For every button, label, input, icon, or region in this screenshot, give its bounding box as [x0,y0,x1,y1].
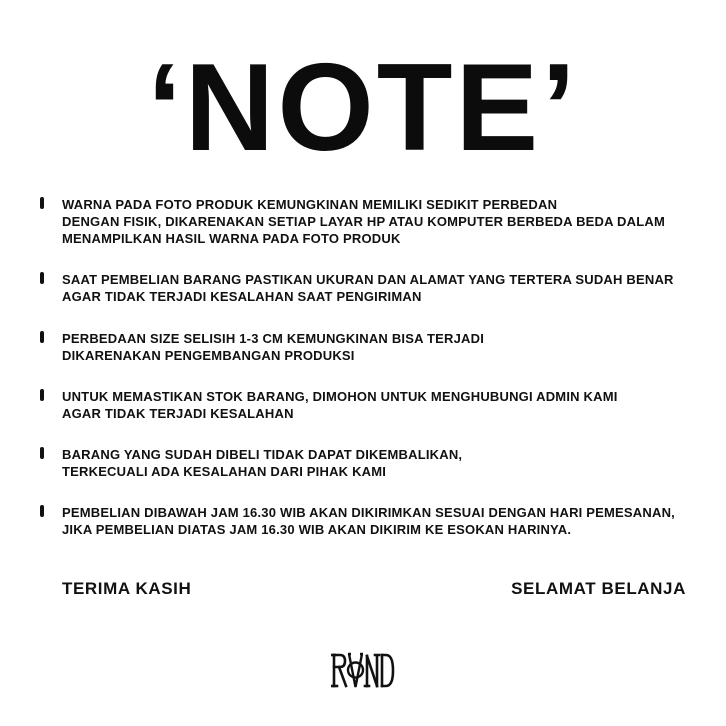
note-item [36,330,706,364]
thanks-text: TERIMA KASIH [62,579,192,598]
note-line: DIKARENAKAN PENGEMBANGAN PRODUKSI [62,348,355,363]
note-line: WARNA PADA FOTO PRODUK KEMUNGKINAN MEMILIKI SEDIKIT PERBEDAN [62,197,558,212]
note-line: UNTUK MEMASTIKAN STOK BARANG, DIMOHON UNTUK MENGHUBUNGI ADMIN KAMI [62,389,618,404]
note-item [36,504,706,538]
notes-list [36,196,706,562]
note-line: BARANG YANG SUDAH DIBELI TIDAK DAPAT DIKEMBALIKAN, [62,447,463,462]
bullet-icon [40,447,44,459]
note-line: TERKECUALI ADA KESALAHAN DARI PIHAK KAMI [62,464,387,479]
note-item [36,446,706,480]
brand-logo-icon [331,650,395,690]
bullet-icon [40,505,44,517]
note-line: JIKA PEMBELIAN DIATAS JAM 16.30 WIB AKAN DIKIRIM KE ESOKAN HARINYA. [62,522,572,537]
happy-shopping-text: SELAMAT BELANJA [511,579,686,598]
bullet-icon [40,331,44,343]
bullet-icon [40,197,44,209]
note-line: SAAT PEMBELIAN BARANG PASTIKAN UKURAN DAN ALAMAT YANG TERTERA SUDAH BENAR [62,272,674,287]
note-item [36,196,706,247]
note-line: AGAR TIDAK TERJADI KESALAHAN [62,406,294,421]
bullet-icon [40,389,44,401]
page-title: ‘NOTE’ [147,39,579,177]
note-item [36,271,706,305]
bullet-icon [40,272,44,284]
note-item [36,388,706,422]
note-line: AGAR TIDAK TERJADI KESALAHAN SAAT PENGIRIMAN [62,289,422,304]
note-line: MENAMPILKAN HASIL WARNA PADA FOTO PRODUK [62,231,401,246]
note-line: PEMBELIAN DIBAWAH JAM 16.30 WIB AKAN DIKIRIMKAN SESUAI DENGAN HARI PEMESANAN, [62,505,675,520]
note-line: PERBEDAAN SIZE SELISIH 1-3 CM KEMUNGKINAN BISA TERJADI [62,331,485,346]
note-line: DENGAN FISIK, DIKARENAKAN SETIAP LAYAR HP ATAU KOMPUTER BERBEDA BEDA DALAM [62,214,665,229]
